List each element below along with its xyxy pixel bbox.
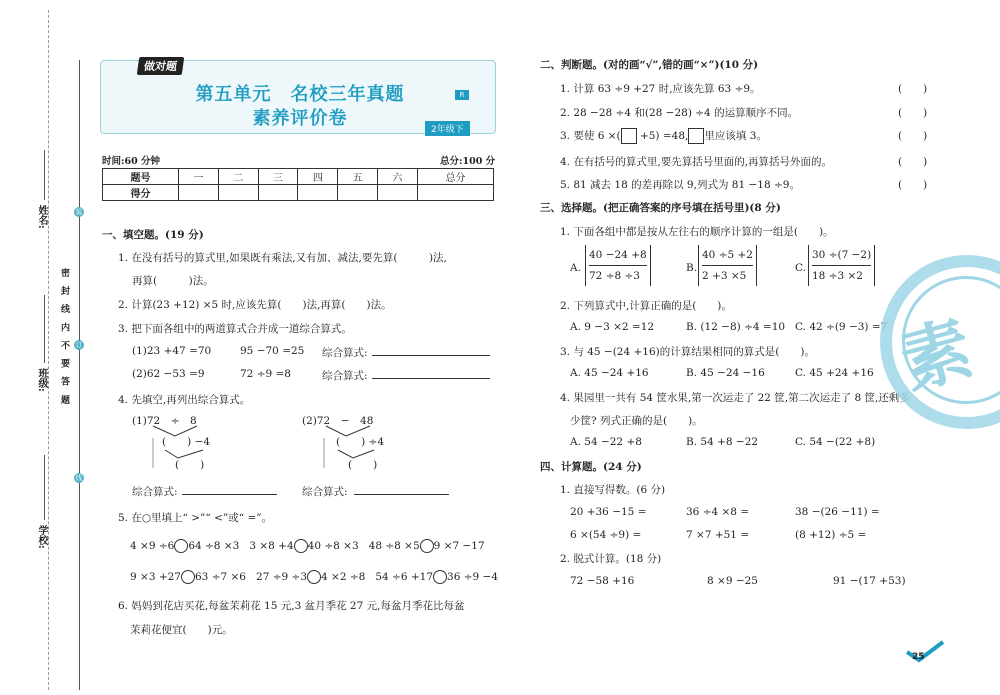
s1-q1-line2: 再算( )法。 — [132, 275, 214, 287]
score-cell[interactable] — [179, 185, 219, 201]
compare-right: 9 ×7 −17 — [433, 540, 485, 552]
s1-q5: 5. 在○里填上“ >”“ <”或“ =”。 — [118, 512, 273, 524]
s1-q3-r1-answer[interactable] — [372, 343, 490, 356]
s3-q2-opt-a[interactable]: A. 9 −3 ×2 =12 — [570, 321, 655, 333]
name-blank[interactable] — [44, 150, 45, 200]
school-label: 学校: — [36, 525, 47, 549]
s3-q1-b-label[interactable]: B. — [686, 262, 698, 274]
s3-q3-opt-c[interactable]: C. 45 +24 +16 — [795, 367, 874, 379]
page-subtitle: 素养评价卷 — [252, 108, 348, 129]
checkmark-icon — [905, 640, 945, 664]
s2-item-4: 4. 在有括号的算式里,要先算括号里面的,再算括号外面的。 — [560, 156, 833, 168]
option-line: 18 ÷3 ×2 — [812, 265, 871, 286]
s4-calc-1[interactable]: 20 +36 −15 = — [570, 506, 647, 518]
score-cell[interactable] — [298, 185, 338, 201]
section1-title: 一、填空题。(19 分) — [102, 229, 204, 241]
seal-line — [79, 60, 80, 690]
score-header-cell: 总分 — [417, 169, 493, 185]
compare-left: 4 ×9 ÷6 — [130, 540, 175, 552]
edition-badge: R — [455, 90, 469, 100]
s1-q3-r1-a: (1)23 +47 =70 — [132, 345, 212, 357]
s1-q3-r2-label: 综合算式: — [322, 370, 368, 382]
score-header-cell: 三 — [258, 169, 298, 185]
seal-dot-2: 订 — [75, 341, 83, 349]
compare-circle[interactable] — [420, 539, 434, 553]
s3-q1-b-box — [698, 245, 757, 286]
s3-q4-opt-a[interactable]: A. 54 −22 +8 — [570, 436, 642, 448]
s2-answer-1[interactable]: ( ) — [898, 83, 928, 95]
s3-q1-c-box — [808, 245, 875, 286]
option-line: 40 ÷5 +2 — [702, 249, 753, 261]
s1-q4-2-bottom: ( ) — [348, 459, 378, 471]
score-header-cell: 四 — [298, 169, 338, 185]
s3-q4-line2: 少筐? 列式正确的是( )。 — [570, 415, 703, 427]
s1-q3-r2-a: (2)62 −53 =9 — [132, 368, 205, 380]
s3-q4-line1: 4. 果园里一共有 54 筐水果,第一次运走了 22 筐,第二次运走了 8 筐,还剩多 — [560, 392, 910, 404]
s3-q1: 1. 下面各组中都是按从左往右的顺序计算的一组是( )。 — [560, 226, 834, 238]
score-row-label: 得分 — [103, 185, 179, 201]
score-cell[interactable] — [258, 185, 298, 201]
s4-calc-5[interactable]: 7 ×7 +51 = — [686, 529, 750, 541]
binding-line — [48, 10, 49, 690]
seal-dot-3: 线 — [75, 474, 83, 482]
score-header-cell: 六 — [378, 169, 418, 185]
s1-q6-line1: 6. 妈妈到花店买花,每盆茉莉花 15 元,3 盆月季花 27 元,每盆月季花比每盆 — [118, 600, 465, 612]
compare-circle[interactable] — [181, 570, 195, 584]
s2-item-1: 1. 计算 63 ÷9 +27 时,应该先算 63 ÷9。 — [560, 83, 761, 95]
page-number: 25 — [912, 652, 925, 662]
seal-dot-1: 装 — [75, 208, 83, 216]
compare-right: 63 ÷7 ×6 — [195, 571, 246, 583]
s4-step-3[interactable]: 91 −(17 +53) — [833, 575, 906, 587]
stamp-character: 素 — [892, 307, 981, 405]
s3-q1-a-label[interactable]: A. — [570, 262, 581, 274]
blank-square[interactable] — [688, 128, 704, 144]
s4-step-2[interactable]: 8 ×9 −25 — [707, 575, 758, 587]
section3-title: 三、选择题。(把正确答案的序号填在括号里)(8 分) — [540, 202, 781, 214]
s1-q4: 4. 先填空,再列出综合算式。 — [118, 394, 251, 406]
s1-q4-formula-1: 综合算式: — [132, 486, 178, 498]
s1-q2: 2. 计算(23 +12) ×5 时,应该先算( )法,再算( )法。 — [118, 299, 392, 311]
compare-right: 4 ×2 ÷8 — [321, 571, 366, 583]
s2-answer-2[interactable]: ( ) — [898, 107, 928, 119]
s1-q4-1-top: (1)72 ÷ 8 — [132, 415, 197, 427]
score-table-header — [103, 169, 494, 185]
score-table — [102, 168, 494, 201]
score-cell[interactable] — [417, 185, 493, 201]
s4-calc-4[interactable]: 6 ×(54 ÷9) = — [570, 529, 642, 541]
s3-q3: 3. 与 45 −(24 +16)的计算结果相同的算式是( )。 — [560, 346, 815, 358]
s1-q1-line1: 1. 在没有括号的算式里,如果既有乘法,又有加、减法,要先算( )法, — [118, 252, 447, 264]
s1-q3-r2-answer[interactable] — [372, 366, 490, 379]
score-header-cell: 一 — [179, 169, 219, 185]
compare-right: 64 ÷8 ×3 — [188, 540, 240, 552]
s1-q4-formula-2: 综合算式: — [302, 486, 348, 498]
score-header-cell: 五 — [338, 169, 378, 185]
s4-calc-3[interactable]: 38 −(26 −11) = — [795, 506, 880, 518]
s1-q4-2-mid: ( ) ÷4 — [336, 436, 385, 448]
s1-q4-formula-1-answer[interactable] — [182, 482, 277, 495]
s2-item-3: 3. 要使 6 ×( +5) =48, 里应该填 3。 — [560, 130, 767, 142]
compare-right: 36 ÷9 −4 — [447, 571, 499, 583]
s4-calc-6[interactable]: (8 +12) ÷5 = — [795, 529, 867, 541]
s2-item-5: 5. 81 减去 18 的差再除以 9,列式为 81 −18 ÷9。 — [560, 179, 800, 191]
s3-q3-opt-b[interactable]: B. 45 −24 −16 — [686, 367, 765, 379]
s1-q4-formula-2-answer[interactable] — [354, 482, 449, 495]
s1-q3-r1-b: 95 −70 =25 — [240, 345, 305, 357]
score-cell[interactable] — [338, 185, 378, 201]
s3-q2-opt-b[interactable]: B. (12 −8) ÷4 =10 — [686, 321, 786, 333]
compare-circle[interactable] — [307, 570, 321, 584]
s1-q4-1-mid: ( ) −4 — [162, 436, 211, 448]
s4-q2: 2. 脱式计算。(18 分) — [560, 553, 662, 565]
s3-q3-opt-a[interactable]: A. 45 −24 +16 — [570, 367, 649, 379]
s4-step-1[interactable]: 72 −58 +16 — [570, 575, 635, 587]
score-header-cell: 题号 — [103, 169, 179, 185]
score-cell[interactable] — [218, 185, 258, 201]
compare-right: 40 ÷8 ×3 — [307, 540, 359, 552]
section4-title: 四、计算题。(24 分) — [540, 461, 642, 473]
total-score-label: 总分:100 分 — [440, 156, 496, 167]
s1-q3-r2-b: 72 ÷9 =8 — [240, 368, 291, 380]
s1-q5-row1 — [130, 539, 485, 553]
section2-title: 二、判断题。(对的画“√”,错的画“×”)(10 分) — [540, 59, 759, 71]
s4-calc-2[interactable]: 36 ÷4 ×8 = — [686, 506, 750, 518]
compare-left: 54 ÷6 +17 — [375, 571, 434, 583]
name-label: 姓名: — [36, 205, 47, 229]
s1-q4-1-bottom: ( ) — [175, 459, 205, 471]
s3-q1-a-box — [585, 245, 651, 286]
option-line: 30 ÷(7 −2) — [812, 249, 872, 261]
class-blank[interactable] — [44, 295, 45, 363]
s1-q6-line2: 茉莉花便宜( )元。 — [130, 624, 233, 636]
option-line: 2 +3 ×5 — [702, 265, 753, 286]
time-label: 时间:60 分钟 — [102, 156, 161, 167]
s2-answer-4[interactable]: ( ) — [898, 156, 928, 168]
s3-q4-opt-c[interactable]: C. 54 −(22 +8) — [795, 436, 876, 448]
s2-answer-5[interactable]: ( ) — [898, 179, 928, 191]
s3-q2: 2. 下列算式中,计算正确的是( )。 — [560, 300, 732, 312]
s2-item-2: 2. 28 −28 ÷4 和(28 −28) ÷4 的运算顺序不同。 — [560, 107, 799, 119]
option-line: 40 −24 +8 — [589, 249, 647, 261]
score-table-row — [103, 185, 494, 201]
s2-answer-3[interactable]: ( ) — [898, 130, 928, 142]
grade-label: 2年级下 — [425, 121, 470, 136]
compare-left: 9 ×3 +27 — [130, 571, 181, 583]
blank-square[interactable] — [621, 128, 637, 144]
s1-q3-r1-label: 综合算式: — [322, 347, 368, 359]
compare-left: 3 ×8 +4 — [249, 540, 294, 552]
s1-q4-2-top: (2)72 − 48 — [302, 415, 374, 427]
compare-left: 48 ÷8 ×5 — [368, 540, 420, 552]
s3-q2-opt-c[interactable]: C. 42 ÷(9 −3) =7 — [795, 321, 888, 333]
seal-text: 密 封 线 内 不 要 答 题 — [59, 268, 69, 407]
s1-q5-row2 — [130, 570, 498, 584]
score-header-cell: 二 — [218, 169, 258, 185]
s3-q4-opt-b[interactable]: B. 54 +8 −22 — [686, 436, 759, 448]
page-title: 第五单元 名校三年真题 — [195, 84, 405, 105]
option-line: 72 ÷8 ÷3 — [589, 265, 647, 286]
class-label: 班级: — [36, 368, 47, 392]
school-blank[interactable] — [44, 455, 45, 520]
compare-circle[interactable] — [294, 539, 308, 553]
s4-q1: 1. 直接写得数。(6 分) — [560, 484, 666, 496]
score-cell[interactable] — [378, 185, 418, 201]
compare-circle[interactable] — [433, 570, 447, 584]
s1-q3: 3. 把下面各组中的两道算式合并成一道综合算式。 — [118, 323, 352, 335]
compare-circle[interactable] — [174, 539, 188, 553]
compare-left: 27 ÷9 ÷3 — [256, 571, 308, 583]
s3-q1-c-label[interactable]: C. — [795, 262, 806, 274]
brand-tag: 做对题 — [137, 57, 185, 75]
